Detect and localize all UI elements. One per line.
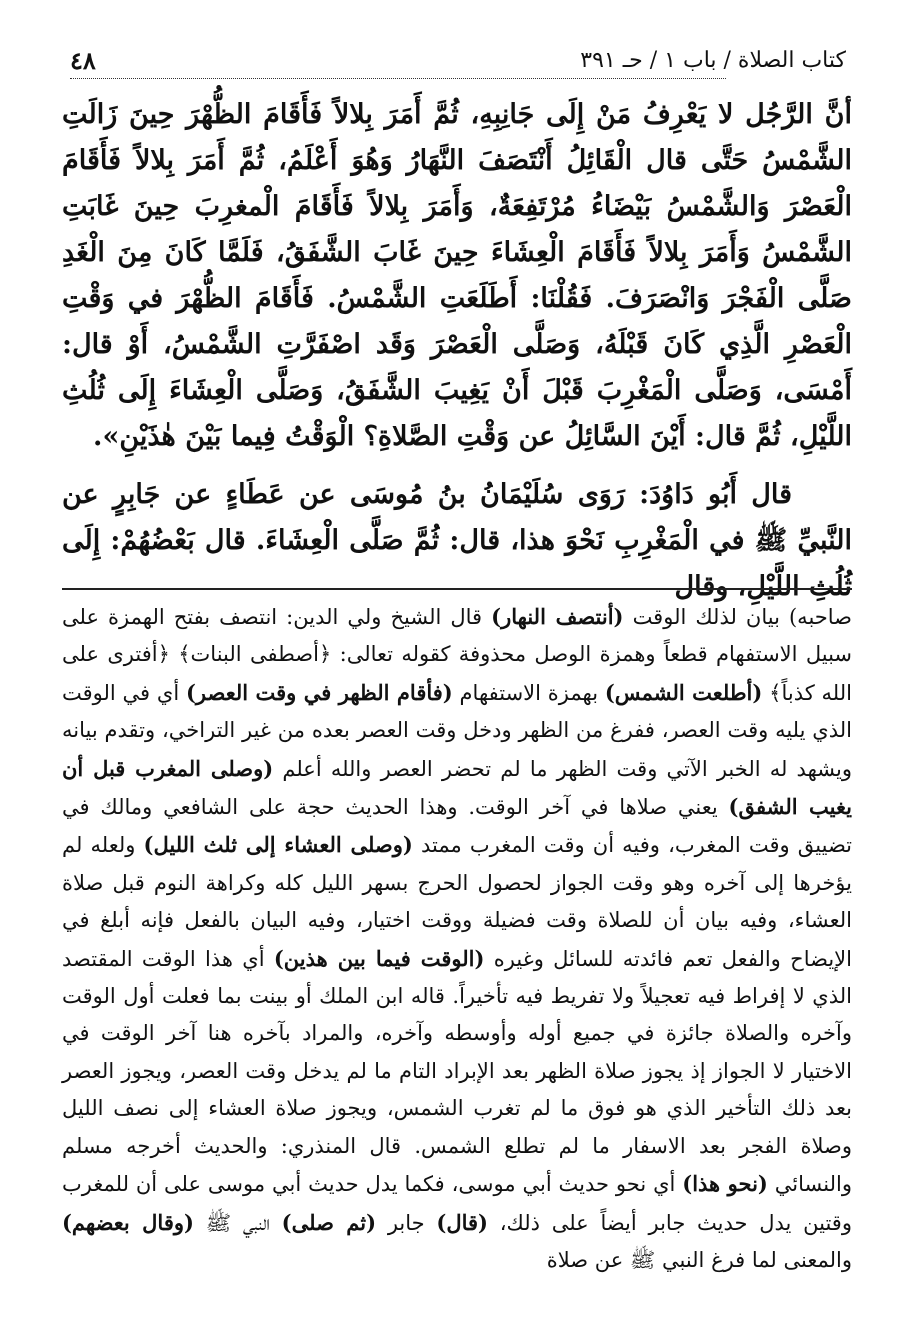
commentary-text: النبي ﷺ [205,1210,270,1235]
commentary-text: أي هذا الوقت المقتصد الذي لا إفراط فيه تعجيلاً ولا تفريط فيه تأخيراً. قاله ابن الملك أو بينت بما فعلت أول الوقت وآخره والصلاة جائزة في جميع أوله وأوسطه وآخره، والمراد بآخره هنا آخر الوقت في الاختيار لا الجواز إذ يجوز صلاة الظهر بعد الإبراد التام ما لم يدخل وقت العصر، ويجوز العصر بعد ذلك التأخير الذي هو فوق ما لم تغرب الشمس، ويجوز صلاة العشاء إلى نصف الليل وصلاة الفجر بعد الاسفار ما لم تطلع الشمس. قال المنذري: والحديث أخرجه مسلم والنسائي [62,946,852,1197]
footnote-divider [62,588,852,590]
abu-dawud-remark: قال أَبُو دَاوُدَ: رَوَى سُلَيْمَانُ بنُ مُوسَى عن عَطَاءٍ عن جَابِرٍ عن النَّبيِّ ﷺ في الْمَغْرِبِ نَحْوَ هذا، قال: ثُمَّ صَلَّى الْعِشَاءَ. قال بَعْضُهُمْ: إِلَى ثُلُثِ اللَّيْلِ، وقال [62,479,852,602]
commentary-lemma: (فأقام الظهر في وقت العصر) [185,679,453,705]
commentary-lemma: (أطلعت الشمس) [604,679,763,705]
commentary-paragraph [62,598,852,1279]
page-number: ٤٨ [70,46,96,75]
commentary [62,598,852,1279]
commentary-text: يعني صلاها في آخر الوقت. وهذا الحديث حجة على الشافعي ومالك في تضييق وقت المغرب، وفيه أن وقت المغرب ممتد [62,795,852,858]
commentary-lemma: (وقال بعضهم) [62,1209,194,1235]
commentary-lemma: (قال) [436,1209,488,1235]
commentary-lemma: (ثم صلى) [281,1209,377,1235]
commentary-text: صاحبه) بيان لذلك الوقت [632,605,852,629]
commentary-text: أي في الوقت الذي يليه وقت العصر، ففرغ من الظهر ودخل وقت العصر بعده من غير التراخي، وتقدم بيانه ويشهد له الخبر الآتي وقت الظهر ما لم تحضر العصر والله أعلم [62,680,852,781]
commentary-text: والمعنى لما فرغ النبي ﷺ عن صلاة [546,1247,852,1272]
commentary-lemma: (وصلى العشاء إلى ثلث الليل) [143,832,413,858]
commentary-lemma: (وصلى المغرب قبل أن يغيب الشفق) [62,755,852,820]
commentary-text: أي نحو حديث أبي موسى، فكما يدل حديث أبي موسى على أن للمغرب وقتين يدل حديث جابر أيضاً على ذلك، [62,1172,852,1235]
commentary-lemma: (أنتصف النهار) [491,604,624,629]
commentary-text: ولعله لم يؤخرها إلى آخره وهو وقت الجواز لحصول الحرج بسهر الليل كله وكراهة النوم قبل صلاة العشاء، وفيه بيان أن للصلاة وقت فضيلة ووقت اختيار، وفيه البيان بالفعل فإنه أبلغ في الإيضاح والفعل تعم فائدته للسائل وغيره [62,833,852,971]
page-header [70,46,846,76]
commentary-text: جابر [387,1210,425,1235]
commentary-lemma: (الوقت فيما بين هذين) [273,945,485,971]
hadith-paragraph: أنَّ الرَّجُل لا يَعْرِفُ مَنْ إِلَى جَانِبِهِ، ثُمَّ أَمَرَ بِلالاً فَأَقَامَ الظُّهْرَ حِينَ زَالَتِ الشَّمْسُ حَتَّى قال الْقَائِلُ أَنْتَصَفَ النَّهَارُ وَهُوَ أَعْلَمُ، ثُمَّ أَمَرَ بِلالاً فَأَقَامَ الْعَصْرَ وَالشَّمْسُ بَيْضَاءُ مُرْتَفِعَةٌ، وَأَمَرَ بِلالاً فَأَقَامَ الْمغرِبَ حِينَ غَابَتِ الشَّمْسُ وَأَمَرَ بِلالاً فَأَقَامَ الْعِشَاءَ حِينَ غَابَ الشَّفَقُ، فَلَمَّا كَانَ مِنَ الْغَدِ صَلَّى الْفَجْرَ وَانْصَرَفَ. فَقُلْنَا: أَطَلَعَتِ الشَّمْسُ. فَأَقَامَ الظُّهْرَ في وَقْتِ الْعَصْرِ الَّذِي كَانَ قَبْلَهُ، وَصَلَّى الْعَصْرَ وَقَد اصْفَرَّتِ الشَّمْسُ، أَوْ قال: أَمْسَى، وَصَلَّى الْمَغْرِبَ قَبْلَ أَنْ يَغِيبَ الشَّفَقُ، وَصَلَّى الْعِشَاءَ إِلَى ثُلُثِ اللَّيْلِ، ثُمَّ قال: أَيْنَ السَّائِلُ عن وَقْتِ الصَّلاةِ؟ الْوَقْتُ فِيما بَيْنَ هٰذَيْنِ». [62,99,853,452]
hadith-text [62,92,852,610]
running-title: كتاب الصلاة / باب ١ / حـ ٣٩١ [580,48,846,73]
header-rule [70,78,726,79]
commentary-text: بهمزة الاستفهام [459,680,599,705]
commentary-text: قال الشيخ ولي الدين: انتصف بفتح الهمزة على سبيل الاستفهام قطعاً وهمزة الوصل محذوفة كقوله تعالى: ﴿أصطفى البنات﴾ ﴿أفترى على الله كذباً﴾ [62,605,852,705]
commentary-lemma: (نحو هذا) [682,1171,768,1197]
